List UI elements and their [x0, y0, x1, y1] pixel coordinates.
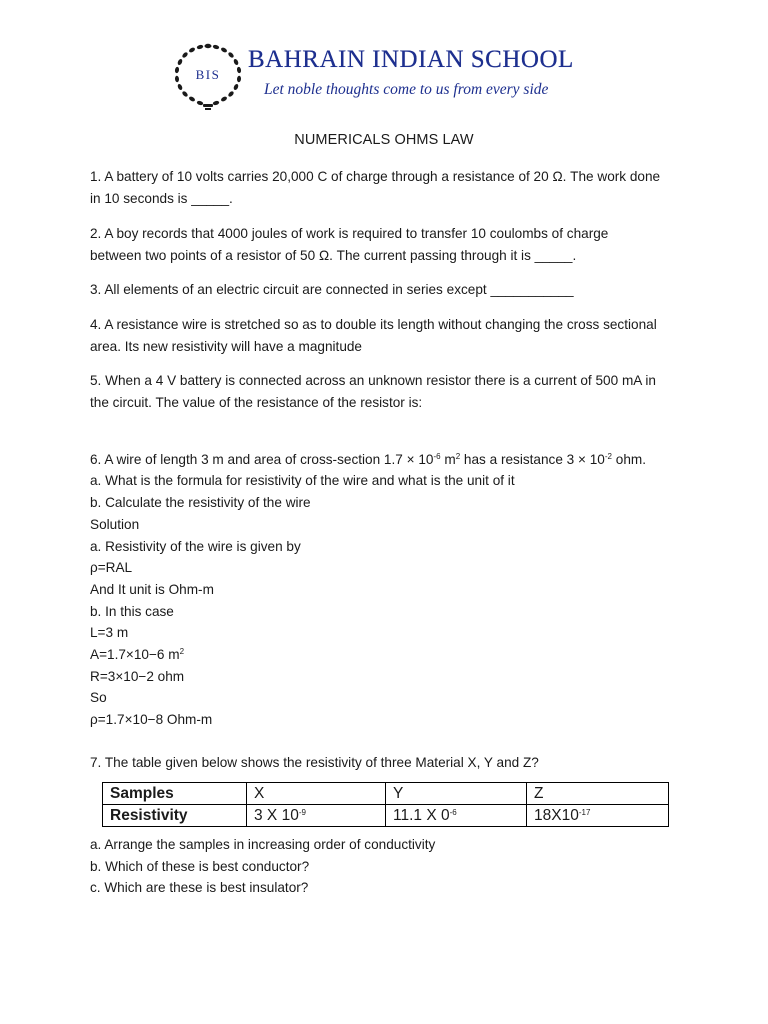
solution-line-8: So [90, 690, 107, 705]
q6-exponent-2: 2 [455, 452, 461, 461]
solution-line-9: ρ=1.7×10−8 Ohm-m [90, 712, 213, 727]
y-value-exponent: -6 [449, 807, 457, 817]
x-value-base: 3 X 10 [254, 806, 299, 824]
logo-lettering: BIS [195, 67, 221, 82]
solution-line-7: R=3×10−2 ohm [90, 669, 185, 684]
question-2-line-2: between two points of a resistor of 50 Ω. The current passing through it is _____. [90, 248, 577, 263]
question-7-part-b: b. Which of these is best conductor? [90, 859, 310, 874]
solution-line-6 [90, 645, 184, 665]
question-5-line-2: the circuit. The value of the resistance of the resistor is: [90, 395, 423, 410]
solution-line-5: L=3 m [90, 625, 129, 640]
table-cell-x-label: X [247, 783, 386, 805]
table-cell-y-value [386, 805, 527, 827]
q6-text-part-2: m [440, 452, 456, 467]
question-4-line-2: area. Its new resistivity will have a magnitude [90, 339, 362, 354]
q6-exponent-1: -6 [433, 452, 441, 461]
solution-label: Solution [90, 517, 140, 532]
question-6-part-a: a. What is the formula for resistivity of the wire and what is the unit of it [90, 473, 515, 488]
q6-text-part-4: ohm. [611, 452, 646, 467]
table-row [103, 783, 669, 805]
worksheet-title: NUMERICALS OHMS LAW [294, 132, 474, 148]
table-cell-z-label: Z [527, 783, 669, 805]
question-1-line-2: in 10 seconds is _____. [90, 191, 233, 206]
resistivity-table [102, 782, 669, 827]
table-header-samples: Samples [103, 783, 247, 805]
x-value-exponent: -9 [298, 807, 306, 817]
q6-exponent-3: -2 [604, 452, 612, 461]
question-4-line-1: 4. A resistance wire is stretched so as to double its length without changing the cross sectional [90, 317, 657, 332]
q6-text-part-3: has a resistance 3 × 10 [460, 452, 605, 467]
question-3-line-1: 3. All elements of an electric circuit are connected in series except ___________ [90, 282, 574, 297]
table-row [103, 805, 669, 827]
school-name: BAHRAIN INDIAN SCHOOL [248, 46, 574, 73]
school-emblem-logo [168, 40, 248, 112]
question-6-statement [90, 450, 646, 470]
z-value-base: 18X10 [534, 806, 579, 824]
q6-text-part-1: 6. A wire of length 3 m and area of cross-section 1.7 × 10 [90, 452, 434, 467]
y-value-base: 11.1 X 0 [393, 806, 450, 824]
question-7-part-a: a. Arrange the samples in increasing order of conductivity [90, 837, 436, 852]
z-value-exponent: -17 [578, 807, 591, 817]
school-tagline: Let noble thoughts come to us from every side [264, 81, 549, 98]
school-header [168, 38, 608, 114]
table-header-resistivity: Resistivity [103, 805, 247, 827]
solution-area-text: A=1.7×10−6 m [90, 647, 180, 662]
table-cell-x-value [247, 805, 386, 827]
table-cell-z-value [527, 805, 669, 827]
solution-line-1: a. Resistivity of the wire is given by [90, 539, 301, 554]
table-cell-y-label: Y [386, 783, 527, 805]
solution-area-exponent: 2 [179, 647, 185, 656]
solution-line-2: ρ=RAL [90, 560, 133, 575]
question-2-line-1: 2. A boy records that 4000 joules of work is required to transfer 10 coulombs of charge [90, 226, 609, 241]
solution-line-3: And It unit is Ohm-m [90, 582, 214, 597]
solution-line-4: b. In this case [90, 604, 174, 619]
question-7-intro: 7. The table given below shows the resistivity of three Material X, Y and Z? [90, 755, 539, 770]
question-7-part-c: c. Which are these is best insulator? [90, 880, 309, 895]
question-5-line-1: 5. When a 4 V battery is connected across an unknown resistor there is a current of 500 mA in [90, 373, 656, 388]
question-6-part-b: b. Calculate the resistivity of the wire [90, 495, 311, 510]
question-1-line-1: 1. A battery of 10 volts carries 20,000 C of charge through a resistance of 20 Ω. The work done [90, 169, 661, 184]
